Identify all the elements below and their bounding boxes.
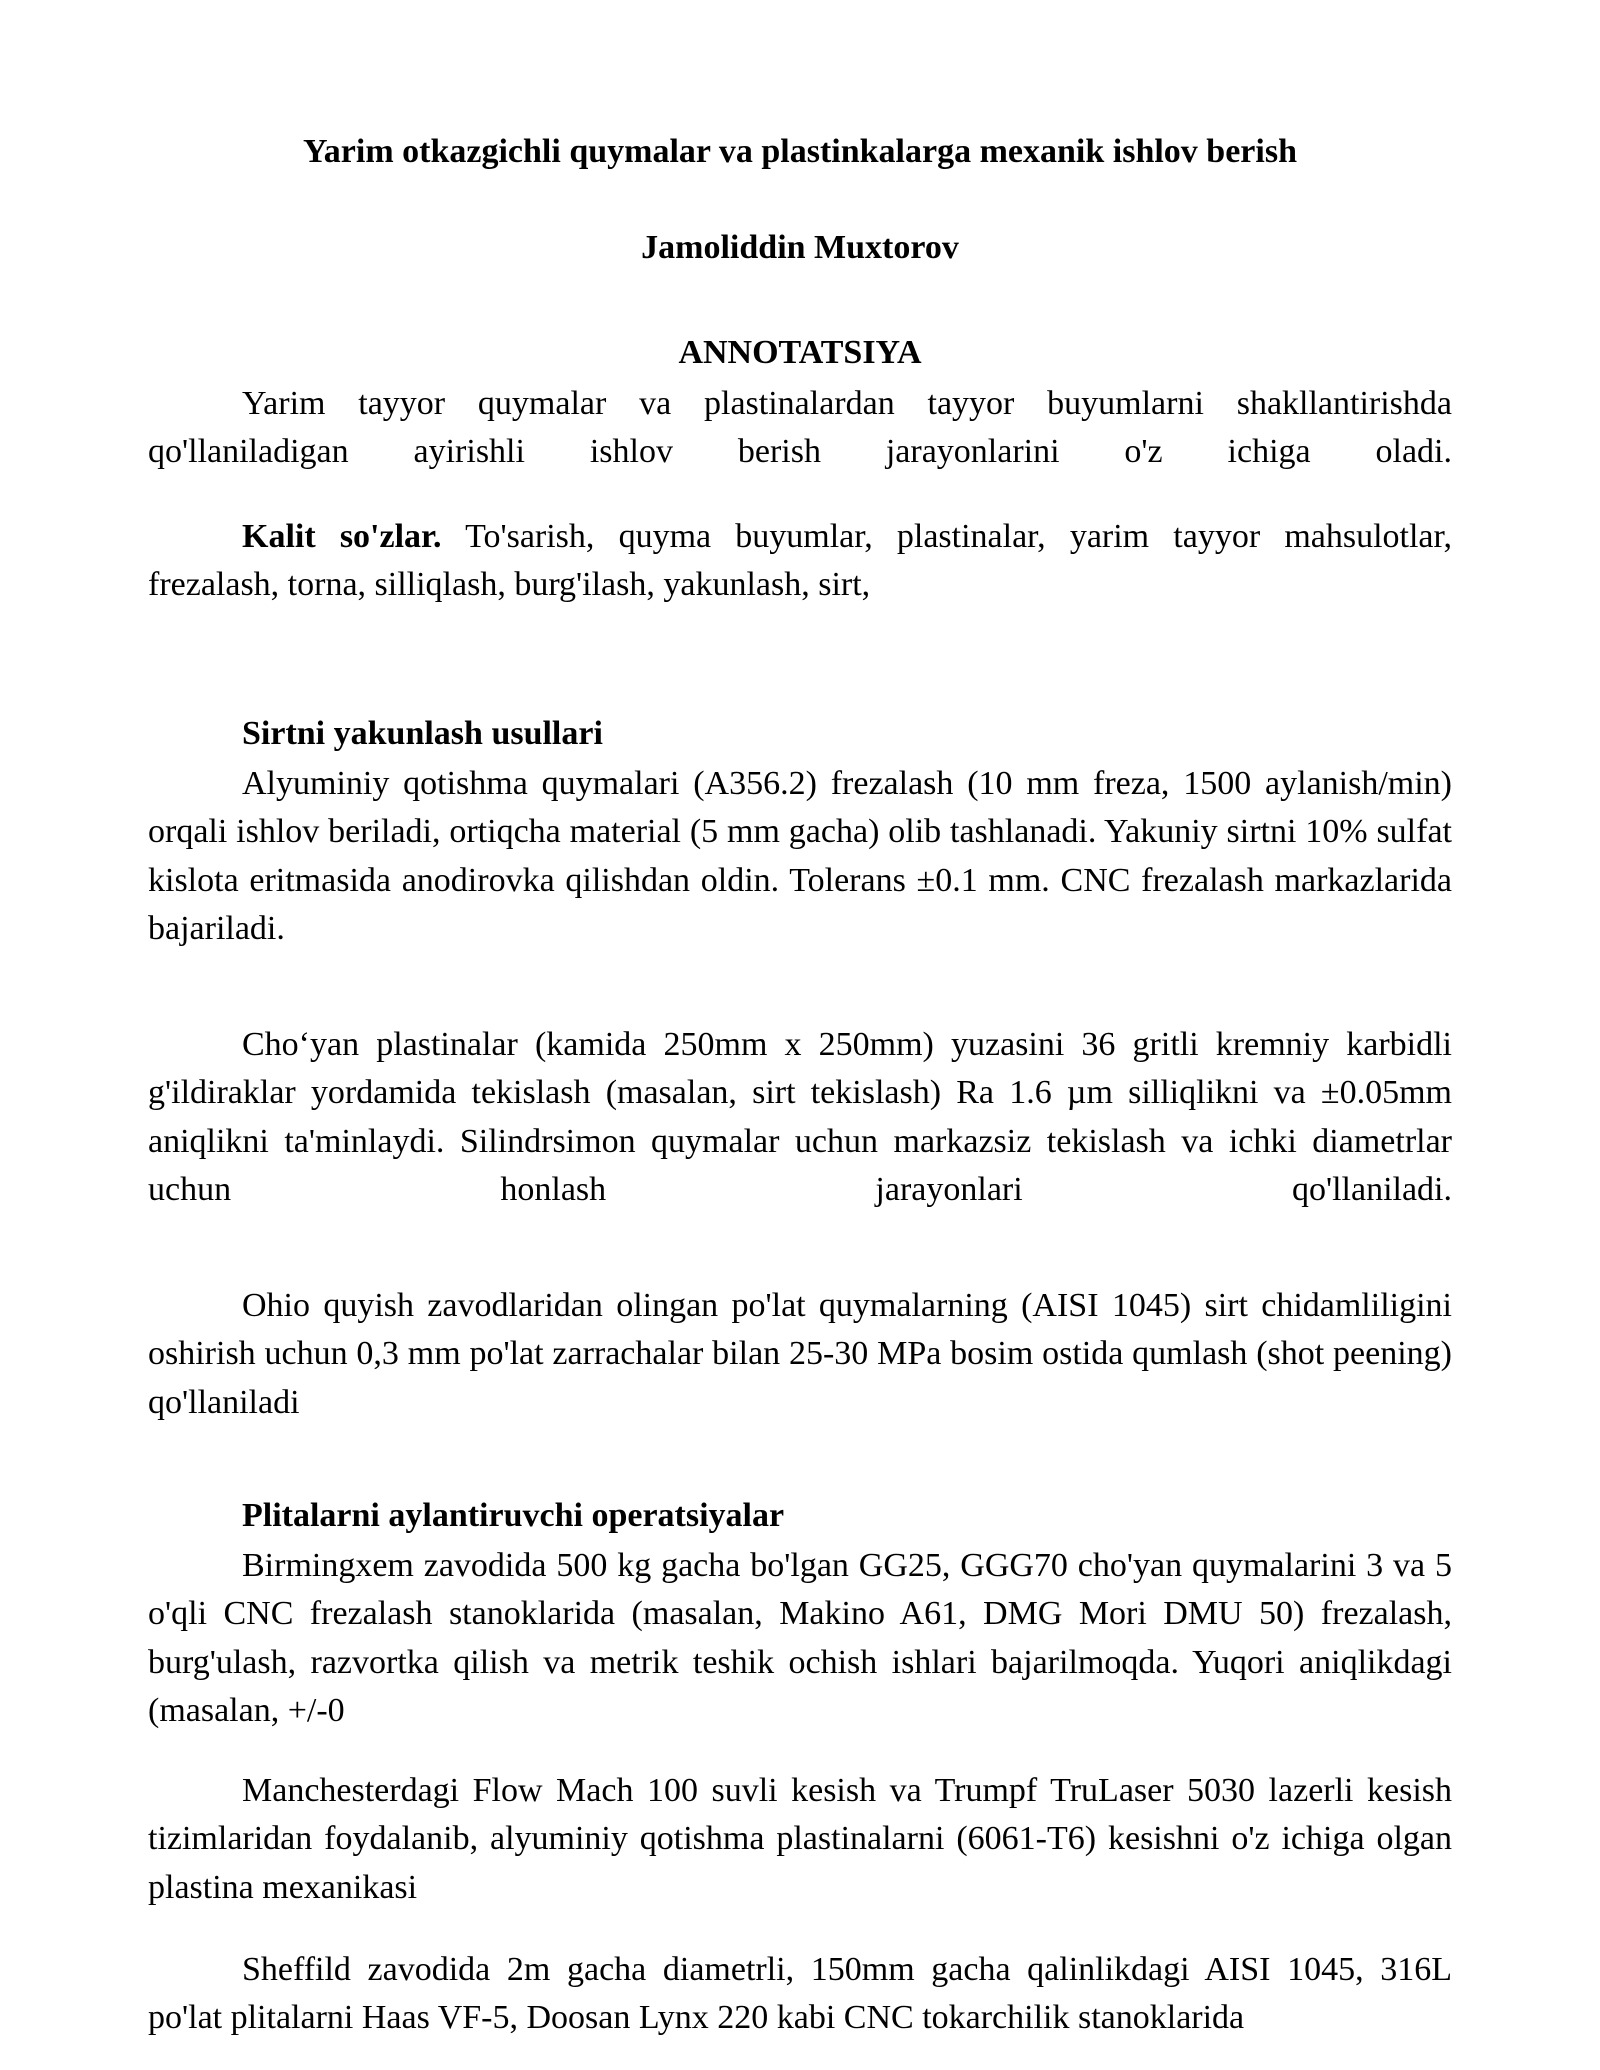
paragraph: Manchesterdagi Flow Mach 100 suvli kesish va Trumpf TruLaser 5030 lazerli kesish tizimlaridan foydalanib, alyuminiy qotishma plastinalarni (6061-T6) kesishni o'z ichiga olgan plastina mexanikasi <box>148 1772 1452 1906</box>
keywords-paragraph <box>148 513 1452 610</box>
paragraph: Birmingxem zavodida 500 kg gacha bo'lgan GG25, GGG70 cho'yan quymalarini 3 va 5 o'qli CNC frezalash stanoklarida (masalan, Makino A61, DMG Mori DMU 50) frezalash, burg'ulash, razvortka qilish va metrik teshik ochish ishlari bajarilmoqda. Yuqori aniqlikdagi (masalan, +/-0 <box>148 1547 1452 1730</box>
keywords-label: Kalit so'zlar. <box>242 518 442 555</box>
paragraph: Cho‘yan plastinalar (kamida 250mm x 250mm) yuzasini 36 gritli kremniy karbidli g'ildiraklar yordamida tekislash (masalan, sirt tekislash) Ra 1.6 µm silliqlikni va ±0.05mm aniqlikni ta'minlaydi. Silindrsimon quymalar uchun markazsiz tekislash va ichki diametrlar uchun honlash jarayonlari qo'llaniladi. <box>148 1026 1452 1209</box>
section-heading-surface-finishing: Sirtni yakunlash usullari <box>242 715 603 752</box>
abstract-text: Yarim tayyor quymalar va plastinalardan tayyor buyumlarni shakllantirishda qo'llaniladigan ayirishli ishlov berish jarayonlarini o'z ichiga oladi. <box>148 385 1452 471</box>
document-author: Jamoliddin Muxtorov <box>641 229 959 266</box>
paragraph: Sheffild zavodida 2m gacha diametrli, 150mm gacha qalinlikdagi AISI 1045, 316L po'lat plitalarni Haas VF-5, Doosan Lynx 220 kabi CNC tokarchilik stanoklarida <box>148 1951 1452 2037</box>
paragraph: Ohio quyish zavodlaridan olingan po'lat quymalarning (AISI 1045) sirt chidamliligini oshirish uchun 0,3 mm po'lat zarrachalar bilan 25-30 MPa bosim ostida qumlash (shot peening) qo'llaniladi <box>148 1287 1452 1421</box>
section-heading-plate-operations: Plitalarni aylantiruvchi operatsiyalar <box>242 1497 785 1534</box>
paragraph: Alyuminiy qotishma quymalari (A356.2) frezalash (10 mm freza, 1500 aylanish/min) orqali ishlov beriladi, ortiqcha material (5 mm gacha) olib tashlanadi. Yakuniy sirtni 10% sulfat kislota eritmasida anodirovka qilishdan oldin. Tolerans ±0.1 mm. CNC frezalash markazlarida bajariladi. <box>148 765 1452 948</box>
keywords-text: To'sarish, quyma buyumlar, plastinalar, yarim tayyor mahsulotlar, frezalash, torna, silliqlash, burg'ilash, yakunlash, sirt, <box>148 518 1452 604</box>
abstract-heading: ANNOTATSIYA <box>678 334 922 371</box>
document-title: Yarim otkazgichli quymalar va plastinkalarga mexanik ishlov berish <box>303 133 1297 170</box>
